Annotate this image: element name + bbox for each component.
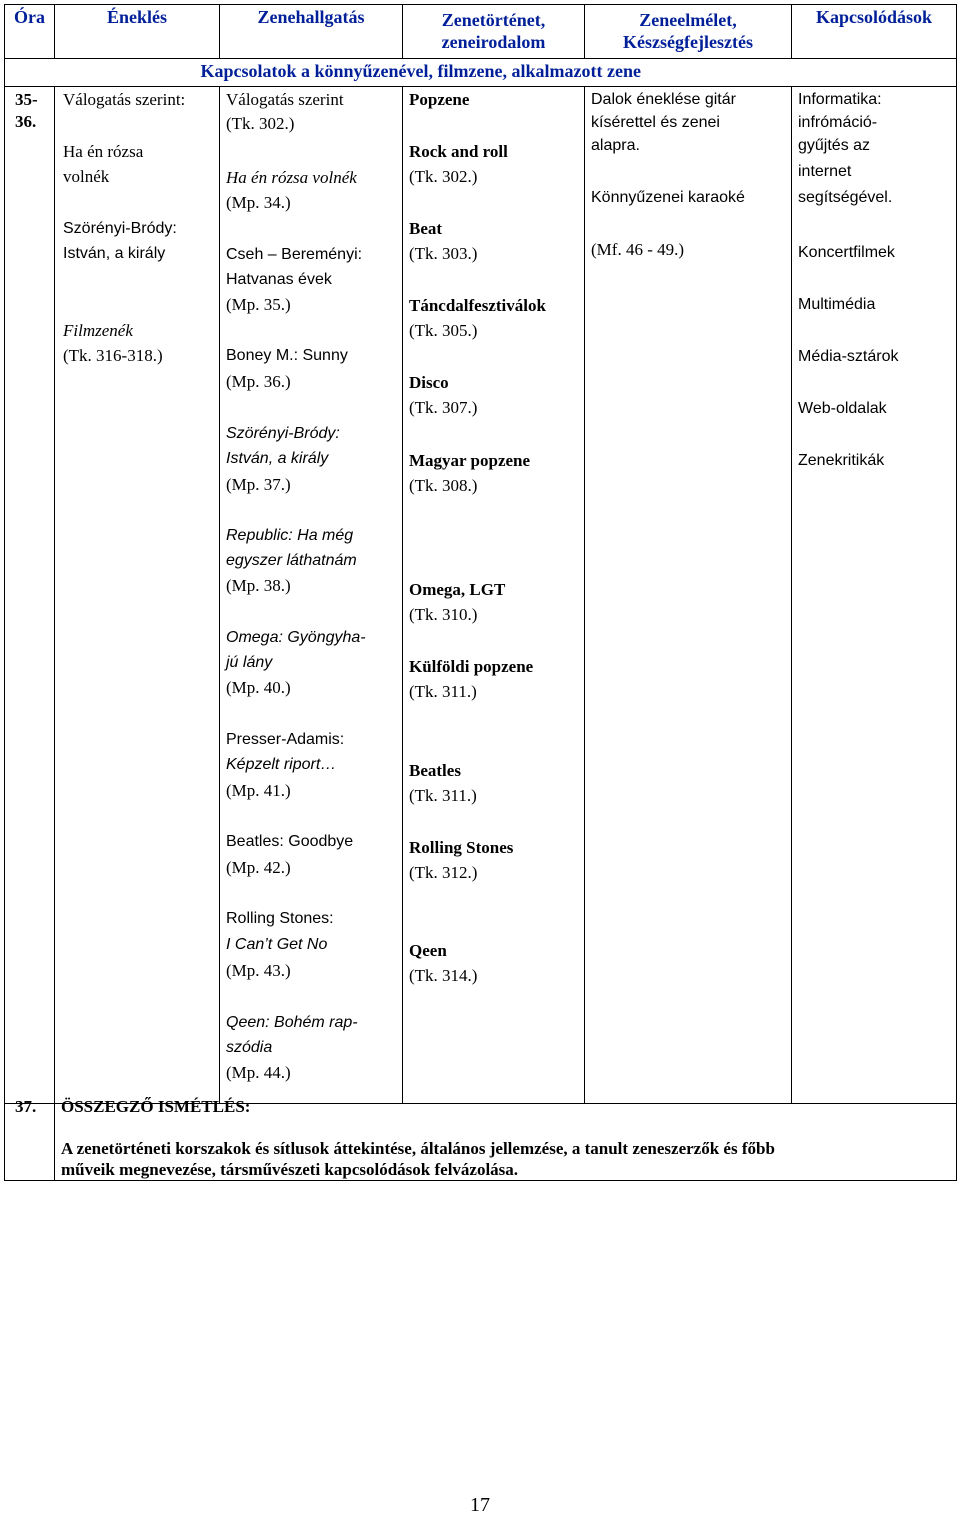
row-37-ora: 37. — [5, 1104, 55, 1181]
row-35-36-kapcsolodasok: Informatika: infrómáció- gyűjtés az internet segítségével. Koncertfilmek Multimédia Média-sztárok Web-oldalak Zenekritikák — [792, 87, 957, 1104]
header-ora: Óra — [5, 5, 55, 59]
row-35-36-zenetortenet: Popzene Rock and roll (Tk. 302.) Beat (Tk. 303.) Táncdalfesztiválok (Tk. 305.) Disco (Tk. 307.) Magyar popzene (Tk. 308.) Omega, LGT (Tk. 310.) Külföldi popzene (Tk. 311.) Beatles (Tk. 311.) Rolling Stones (Tk. 312.) Qeen (Tk. 314.) — [403, 87, 585, 1104]
header-zeneelmelet: Zeneelmélet, Készségfejlesztés — [585, 5, 792, 59]
row-35-36-enekles: Válogatás szerint: Ha én rózsa volnék Szörényi-Bródy: István, a király Filmzenék (Tk. 316-318.) — [55, 87, 220, 1104]
lesson-row-37 — [5, 1104, 957, 1181]
lesson-plan-table — [4, 4, 957, 1181]
row-35-36-zeneelmelet: Dalok éneklése gitár kísérettel és zenei alapra. Könnyűzenei karaoké (Mf. 46 - 49.) — [585, 87, 792, 1104]
section-title: Kapcsolatok a könnyűzenével, filmzene, alkalmazott zene — [55, 59, 957, 87]
row-37-title: ÖSSZEGZŐ ISMÉTLÉS: — [61, 1097, 251, 1116]
header-enekles: Éneklés — [55, 5, 220, 59]
row-35-36-zenehallgatas: Válogatás szerint (Tk. 302.) Ha én rózsa volnék (Mp. 34.) Cseh – Bereményi: Hatvanas évek (Mp. 35.) Boney M.: Sunny (Mp. 36.) Szörényi-Bródy: István, a király (Mp. 37.) Republic: Ha még egyszer láthatnám (Mp. 38.) Omega: Gyöngyha- jú lány (Mp. 40.) Presser-Adamis: Képzelt riport… (Mp. 41.) Beatles: Goodbye (Mp. 42.) Rolling Stones: I Can’t Get No (Mp. 43.) Qeen: Bohém rap- szódia (Mp. 44.) — [220, 87, 403, 1104]
header-kapcsolodasok: Kapcsolódások — [792, 5, 957, 59]
row-37-text-line-1: A zenetörténeti korszakok és sítlusok áttekintése, általános jellemzése, a tanult zeneszerzők és főbb — [61, 1139, 775, 1158]
row-35-36-ora: 35- 36. — [5, 87, 55, 1104]
section-title-row — [5, 59, 957, 87]
row-37-content — [55, 1097, 957, 1181]
page-number: 17 — [470, 1494, 490, 1516]
header-zenetortenet: Zenetörténet, zeneirodalom — [403, 5, 585, 59]
lesson-row-35-36 — [5, 87, 957, 1104]
header-row — [5, 5, 957, 59]
row-37-text-line-2: műveik megnevezése, társművészeti kapcsolódások felvázolása. — [61, 1160, 519, 1179]
header-zenehallgatas: Zenehallgatás — [220, 5, 403, 59]
